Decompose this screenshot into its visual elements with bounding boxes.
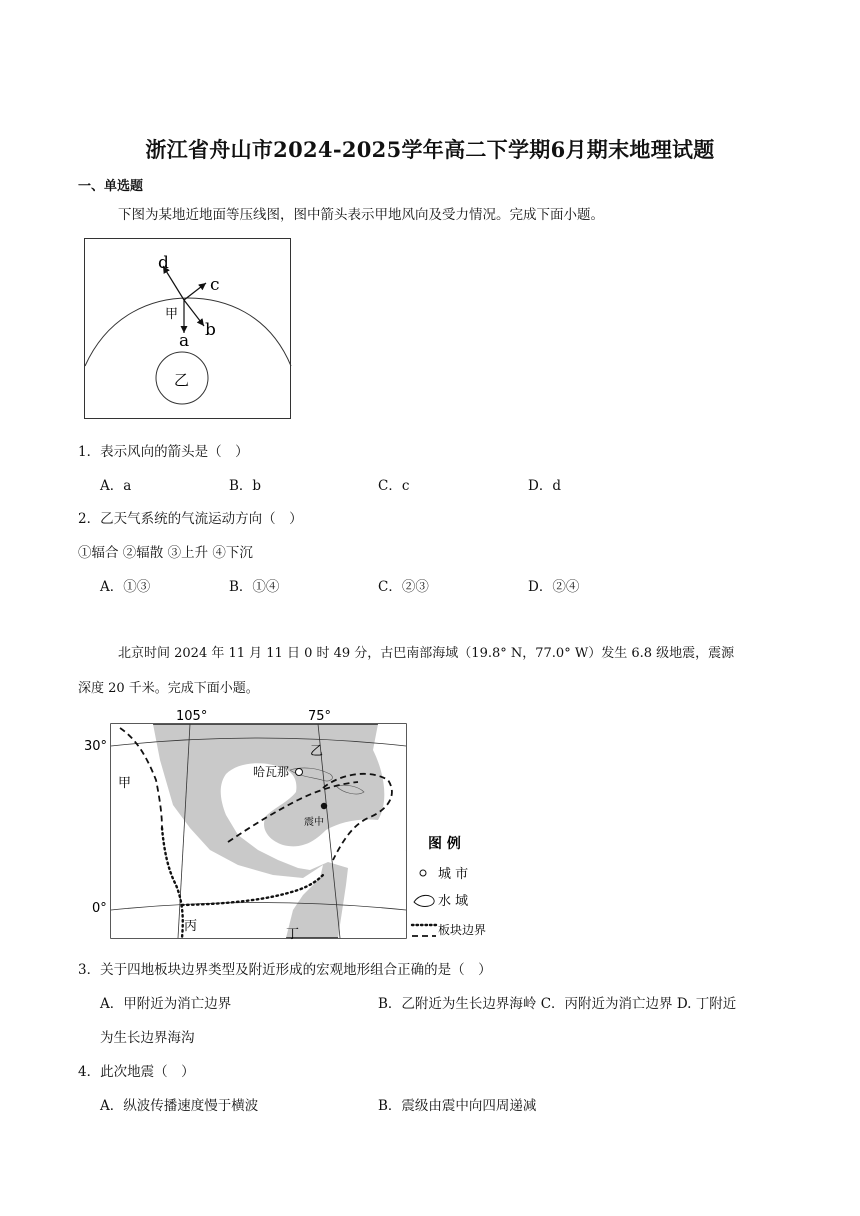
group1-intro: 下图为某地近地面等压线图，图中箭头表示甲地风向及受力情况。完成下面小题。 <box>118 207 604 223</box>
q3-stem: 3．关于四地板块边界类型及附近形成的宏观地形组合正确的是（ ） <box>78 962 492 978</box>
label-jia: 甲 <box>165 307 179 322</box>
plate-label-ding: 丁 <box>286 927 300 942</box>
q2-option-d[interactable]: D．②④ <box>528 579 580 595</box>
label-d: d <box>158 253 169 273</box>
q2-option-b[interactable]: B．①④ <box>229 579 280 595</box>
plate-label-yi: 乙 <box>310 744 324 759</box>
label-a: a <box>179 331 190 351</box>
epicenter-marker <box>321 803 327 809</box>
section-heading: 一、单选题 <box>78 179 144 194</box>
q2-stem: 2．乙天气系统的气流运动方向（ ） <box>78 511 303 527</box>
lon-75-label: 75° <box>308 709 332 724</box>
epicenter-label: 震中 <box>304 817 324 828</box>
label-yi: 乙 <box>174 371 190 389</box>
legend-water-icon <box>414 895 434 906</box>
q2-choices: ①辐合 ②辐散 ③上升 ④下沉 <box>78 545 253 561</box>
legend-title: 图 例 <box>428 836 461 852</box>
q4-stem: 4．此次地震（ ） <box>78 1064 195 1080</box>
plate-label-jia: 甲 <box>118 776 132 791</box>
legend-city-icon <box>420 870 426 876</box>
label-b: b <box>205 320 216 340</box>
q3-option-d-cont: 为生长边界海沟 <box>100 1030 195 1046</box>
q4-option-b[interactable]: B．震级由震中向四周递减 <box>378 1098 537 1114</box>
page-title: 浙江省舟山市2024-2025学年高二下学期6月期末地理试题 <box>145 137 715 162</box>
q1-stem: 1．表示风向的箭头是（ ） <box>78 444 249 460</box>
group2-intro-line1: 北京时间 2024 年 11 月 11 日 0 时 49 分，古巴南部海域（19.8° N，77.0° W）发生 6.8 级地震，震源 <box>118 646 735 661</box>
legend-boundary-label: 板块边界 <box>438 923 487 937</box>
q4-option-a[interactable]: A．纵波传播速度慢于横波 <box>100 1098 259 1114</box>
plate-label-bing: 丙 <box>184 919 198 934</box>
q3-option-a[interactable]: A．甲附近为消亡边界 <box>100 996 232 1012</box>
label-c: c <box>210 275 220 295</box>
q1-option-c[interactable]: C．c <box>378 478 410 494</box>
legend-water-label: 水 域 <box>438 894 469 909</box>
havana-label: 哈瓦那 <box>253 765 290 779</box>
lat-30-label: 30° <box>84 739 108 754</box>
q3-option-bcd[interactable]: B．乙附近为生长边界海岭 C．丙附近为消亡边界 D. 丁附近 <box>378 996 737 1012</box>
legend-city-label: 城 市 <box>438 867 469 882</box>
plate-map <box>78 700 518 945</box>
q1-option-d[interactable]: D．d <box>528 478 561 494</box>
havana-marker <box>296 769 303 776</box>
isobar-figure <box>84 238 292 420</box>
lat-0-label: 0° <box>92 901 107 916</box>
q1-option-b[interactable]: B．b <box>229 478 262 494</box>
lon-105-label: 105° <box>176 709 208 724</box>
q1-option-a[interactable]: A．a <box>100 478 132 494</box>
q2-option-a[interactable]: A．①③ <box>100 579 151 595</box>
q2-option-c[interactable]: C．②③ <box>378 579 429 595</box>
map-legend <box>412 835 486 937</box>
group2-intro-line2: 深度 20 千米。完成下面小题。 <box>78 681 259 696</box>
